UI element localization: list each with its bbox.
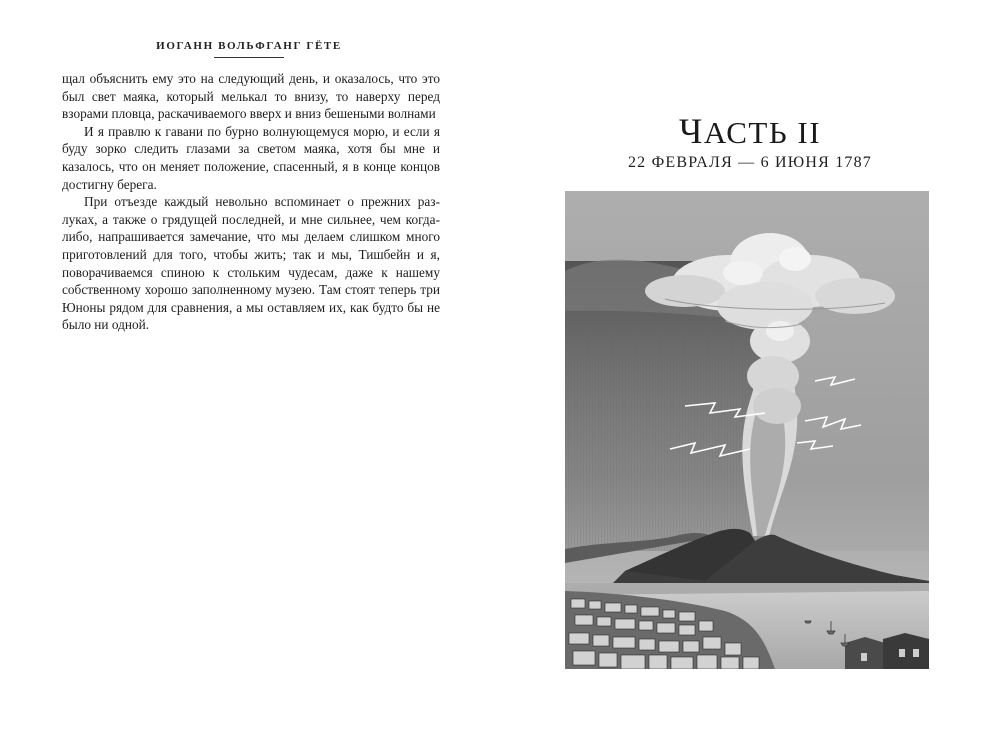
paragraph: При отъезде каждый невольно вспоминает о прежних разлуках, а также о грядущей последней, и мне сильнее, чем когда-либо, напрашивается замечание, что мы делаем слишком много приготовлений для того, чтобы жить; так и мы, Тишбейн и я, поворачиваемся спиною к стольким чудесам, даже к нашему собственному хорошо заполненному музею. Там стоят теперь три Юноны рядом для сравнения, а мы оставляем их, как будто бы не было ни одной. [62, 194, 440, 333]
part-title-rest: АСТЬ II [703, 115, 822, 150]
part-title [500, 110, 1000, 152]
running-head-rule [214, 57, 284, 58]
body-text [62, 70, 440, 334]
running-head: ИОГАНН ВОЛЬФГАНГ ГЁТЕ [156, 40, 342, 52]
paragraph: щал объяснить ему это на следующий день, и оказалось, что это был свет маяка, который мелькал то внизу, то наверху перед взорами пловца, раскачиваемого вверх и вниз бешеными волнами [62, 71, 440, 122]
vesuvius-engraving-svg [565, 191, 929, 669]
vesuvius-engraving-illustration [565, 191, 929, 669]
right-page [500, 0, 1000, 750]
part-dates: 22 ФЕВРАЛЯ — 6 ИЮНЯ 1787 [627, 154, 873, 171]
paragraph: И я правлю к гавани по бурно волнующемуся морю, и если я буду зорко следить глазами за светом маяка, хотя бы мне и казалось, что он меняет положение, спасенный, я в конце концов достигну берега. [62, 123, 440, 192]
part-title-initial: Ч [678, 111, 704, 151]
